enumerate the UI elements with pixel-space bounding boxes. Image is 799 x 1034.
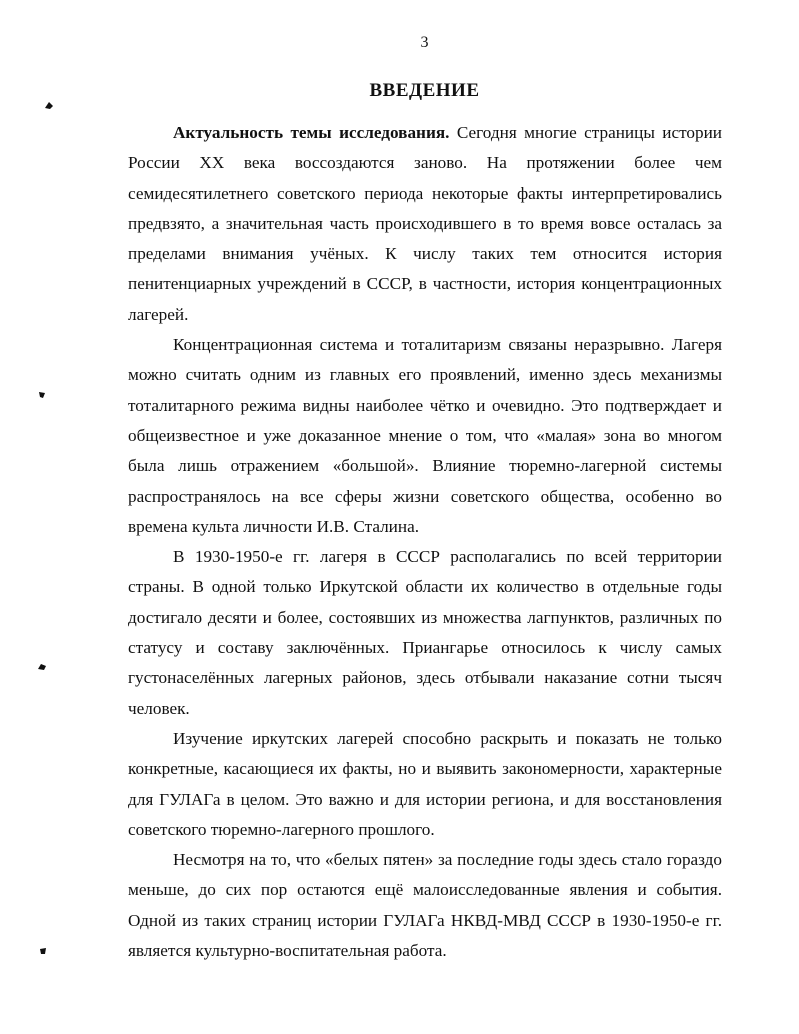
paragraph-1 (128, 118, 722, 330)
paragraph-5: Несмотря на то, что «белых пятен» за последние годы здесь стало гораздо меньше, до сих пор остаются ещё малоисследованные явления и события. Одной из таких страниц истории ГУЛАГа НКВД-МВД СССР в 1930-1950-е гг. является культурно-воспитательная работа. (128, 850, 722, 961)
binding-hole-mark-icon (37, 390, 47, 400)
document-body (128, 118, 722, 966)
paragraph-2: Концентрационная система и тоталитаризм связаны неразрывно. Лагеря можно считать одним из главных его проявлений, именно здесь механизмы тоталитарного режима видны наиболее чётко и очевидно. Это подтверждает и общеизвестное и уже доказанное мнение о том, что «малая» зона во многом была лишь отражением «большой». Влияние тюремно-лагерной системы распространялось на все сферы жизни советского общества, особенно во времена культа личности И.В. Сталина. (128, 335, 722, 536)
page-number: 3 (420, 34, 429, 51)
binding-hole-mark-icon (38, 946, 48, 956)
paragraph-3: В 1930-1950-е гг. лагеря в СССР располагались по всей территории страны. В одной только Иркутской области их количество в отдельные годы достигало десяти и более, состоявших из множества лагпунктов, различных по статусу и составу заключённых. Приангарье относилось к числу самых густонаселённых лагерных районов, здесь отбывали наказание сотни тысяч человек. (128, 547, 722, 718)
paragraph-text: Сегодня многие страницы истории России XX века воссоздаются заново. На протяжении более чем семидесятилетнего советского периода некоторые факты интерпретировались предвзято, а значительная часть происходившего в то время вовсе осталась за пределами внимания учёных. К числу таких тем относится история пенитенциарных учреждений в СССР, в частности, история концентрационных лагерей. (128, 123, 722, 324)
paragraph-4: Изучение иркутских лагерей способно раскрыть и показать не только конкретные, касающиеся их факты, но и выявить закономерности, характерные для ГУЛАГа в целом. Это важно и для истории региона, и для восстановления советского тюремно-лагерного прошлого. (128, 728, 722, 839)
section-heading: ВВЕДЕНИЕ (369, 80, 480, 101)
paragraph-lead: Актуальность темы исследования. (173, 123, 450, 142)
binding-hole-mark-icon (44, 100, 54, 110)
binding-hole-mark-icon (37, 662, 47, 672)
